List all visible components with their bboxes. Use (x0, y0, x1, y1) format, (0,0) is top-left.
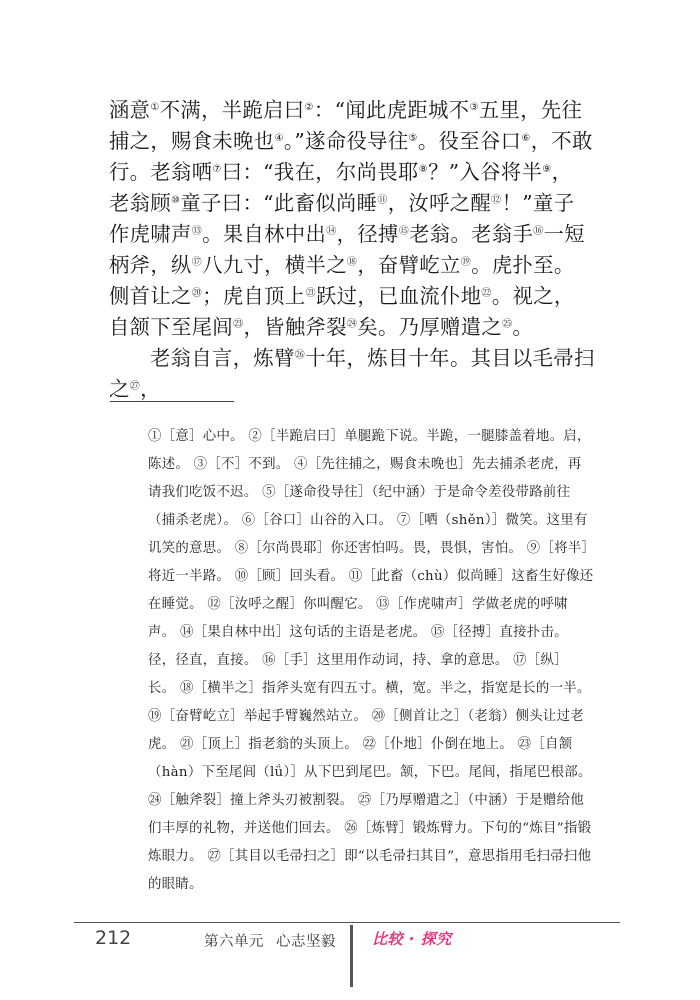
text-run: ， (140, 377, 161, 401)
footnote-marker: ④ (274, 133, 284, 144)
text-run: 。 (512, 315, 534, 339)
text-run: 十年，炼目十年。其目以毛帚扫之 (109, 346, 595, 401)
text-run: 老翁自言，炼臂 (150, 346, 295, 370)
text-run: 五里，先往捕之，赐食未晚也 (109, 98, 583, 153)
footnote-marker: ㉖ (294, 350, 306, 361)
footnote-text: ①［意］心中。 ②［半跪启曰］单腿跪下说。半跪，一腿膝盖着地。启，陈述。 ③［不］不到。 ④［先往捕之，赐食未晚也］先去捕杀老虎，再请我们吃饭不迟。 ⑤［遂命役导往］（纪中涵）于是命令差役带路前往（捕杀老虎）。 ⑥［谷口］山谷的入口。 ⑦［哂（shěn）］微笑。这里有讥笑的意思。 ⑧［尔尚畏耶］你还害怕吗。畏，畏惧，害怕。 ⑨［将半］将近一半路。 ⑩［顾］回头看。 ⑪［此畜（chù）似尚睡］这畜生好像还在睡觉。 ⑫［汝呼之醒］你叫醒它。 ⑬［作虎啸声］学做老虎的呼啸声。 ⑭［果自林中出］这句话的主语是老虎。 ⑮［径搏］直接扑击。径，径直，直接。 ⑯［手］这里用作动词，持、拿的意思。 ⑰［纵］长。 ⑱［横半之］指斧头宽有四五寸。横，宽。半之，指宽是长的一半。 ⑲［奋臂屹立］举起手臂巍然站立。 ⑳［侧首让之］（老翁）侧头让过老虎。 ㉑［顶上］指老翁的头顶上。 ㉒［仆地］仆倒在地上。 ㉓［自颔（hàn）下至尾闾（lǘ）］从下巴到尾巴。颔，下巴。尾闾，指尾巴根部。 ㉔［触斧裂］撞上斧头刃被割裂。 ㉕［乃厚赠遣之］（中涵）于是赠给他们丰厚的礼物，并送他们回去。 ㉖［炼臂］锻炼臂力。下句的“炼目”指锻炼眼力。 ㉗［其目以毛帚扫之］即“以毛帚扫其目”，意思指用毛扫帚扫他的眼睛。 (148, 429, 594, 892)
footnote-marker: ㉗ (129, 381, 141, 392)
footnote-marker: ⑥ (521, 133, 531, 144)
text-run: 跃过，已血流仆地 (315, 284, 482, 308)
footnote-marker: ⑯ (533, 226, 544, 237)
text-run: 八九寸，横半之 (202, 253, 347, 277)
section-title: 比较 · 探究 (372, 930, 452, 948)
text-run: ，皆触斧裂 (243, 315, 347, 339)
footnote-marker: ㉔ (346, 319, 358, 330)
page-number: 212 (95, 927, 132, 949)
footnote-marker: ⑤ (408, 133, 418, 144)
text-run: 。果自林中出 (202, 222, 327, 246)
text-run: 矣。乃厚赠遣之 (357, 315, 503, 339)
footnote-marker: ㉓ (233, 319, 244, 330)
text-run: 不满，半跪启曰 (159, 98, 305, 122)
paragraph-1 (109, 95, 595, 343)
footnote-marker: ㉑ (305, 288, 316, 299)
text-run: ：“闻此虎距城不 (313, 98, 470, 122)
text-run: ， 老翁顾 (109, 160, 573, 215)
unit-title (204, 930, 336, 951)
text-run: 涵意 (109, 98, 151, 122)
text-run: 老翁。老翁手 (409, 222, 534, 246)
footnote-marker: ⑰ (191, 257, 203, 268)
footnote-marker: ⑮ (398, 226, 410, 237)
footnote-marker: ⑧ (418, 164, 429, 175)
unit-label: 第六单元 (204, 934, 264, 950)
text-run: 。”遂命役导往 (283, 129, 409, 153)
text-run: 童子曰：“此畜似尚睡 (180, 191, 378, 215)
footnote-marker: ⑩ (171, 195, 181, 206)
footnote-marker: ⑱ (346, 257, 358, 268)
text-run: ，径搏 (336, 222, 399, 246)
footnote-marker: ⑲ (460, 257, 472, 268)
text-run: 曰：“我在，尔尚畏耶 (221, 160, 419, 184)
footnote-marker: ② (304, 102, 314, 113)
text-run: ，汝呼之醒 (387, 191, 492, 215)
text-run: 。虎扑至。侧首让之 (109, 253, 575, 308)
text-run: ？”入谷将半 (428, 160, 543, 184)
footnote-marker: ① (150, 102, 160, 113)
text-run: 。役至谷口 (417, 129, 522, 153)
footnote-marker: ㉒ (481, 288, 492, 299)
footnote-marker: ⑦ (212, 164, 222, 175)
text-run: ；虎自顶上 (202, 284, 306, 308)
footnote-marker: ③ (469, 102, 479, 113)
footer-separator (350, 925, 353, 987)
text-run: ，奋臂屹立 (357, 253, 461, 277)
footnote-marker: ⑭ (326, 226, 337, 237)
footnote-marker: ㉕ (502, 319, 513, 330)
paragraph-2 (109, 343, 595, 405)
text-run: ！”童子作虎啸声 (109, 191, 575, 246)
footnotes (148, 423, 595, 899)
text-run: 。视之，自颔下至尾闾 (109, 284, 575, 339)
footer-rule (74, 922, 620, 923)
footnote-marker: ⑬ (191, 226, 203, 237)
unit-theme: 心志坚毅 (276, 934, 336, 950)
text-run: 一短柄斧，纵 (109, 222, 585, 277)
footnote-divider (110, 401, 234, 402)
footnote-marker: ⑨ (542, 164, 552, 175)
footnote-marker: ⑪ (377, 195, 388, 206)
footnote-marker: ⑳ (191, 288, 203, 299)
main-text (109, 95, 595, 405)
footnote-marker: ⑫ (491, 195, 502, 206)
text-run: ，不敢行。老翁哂 (109, 129, 593, 184)
